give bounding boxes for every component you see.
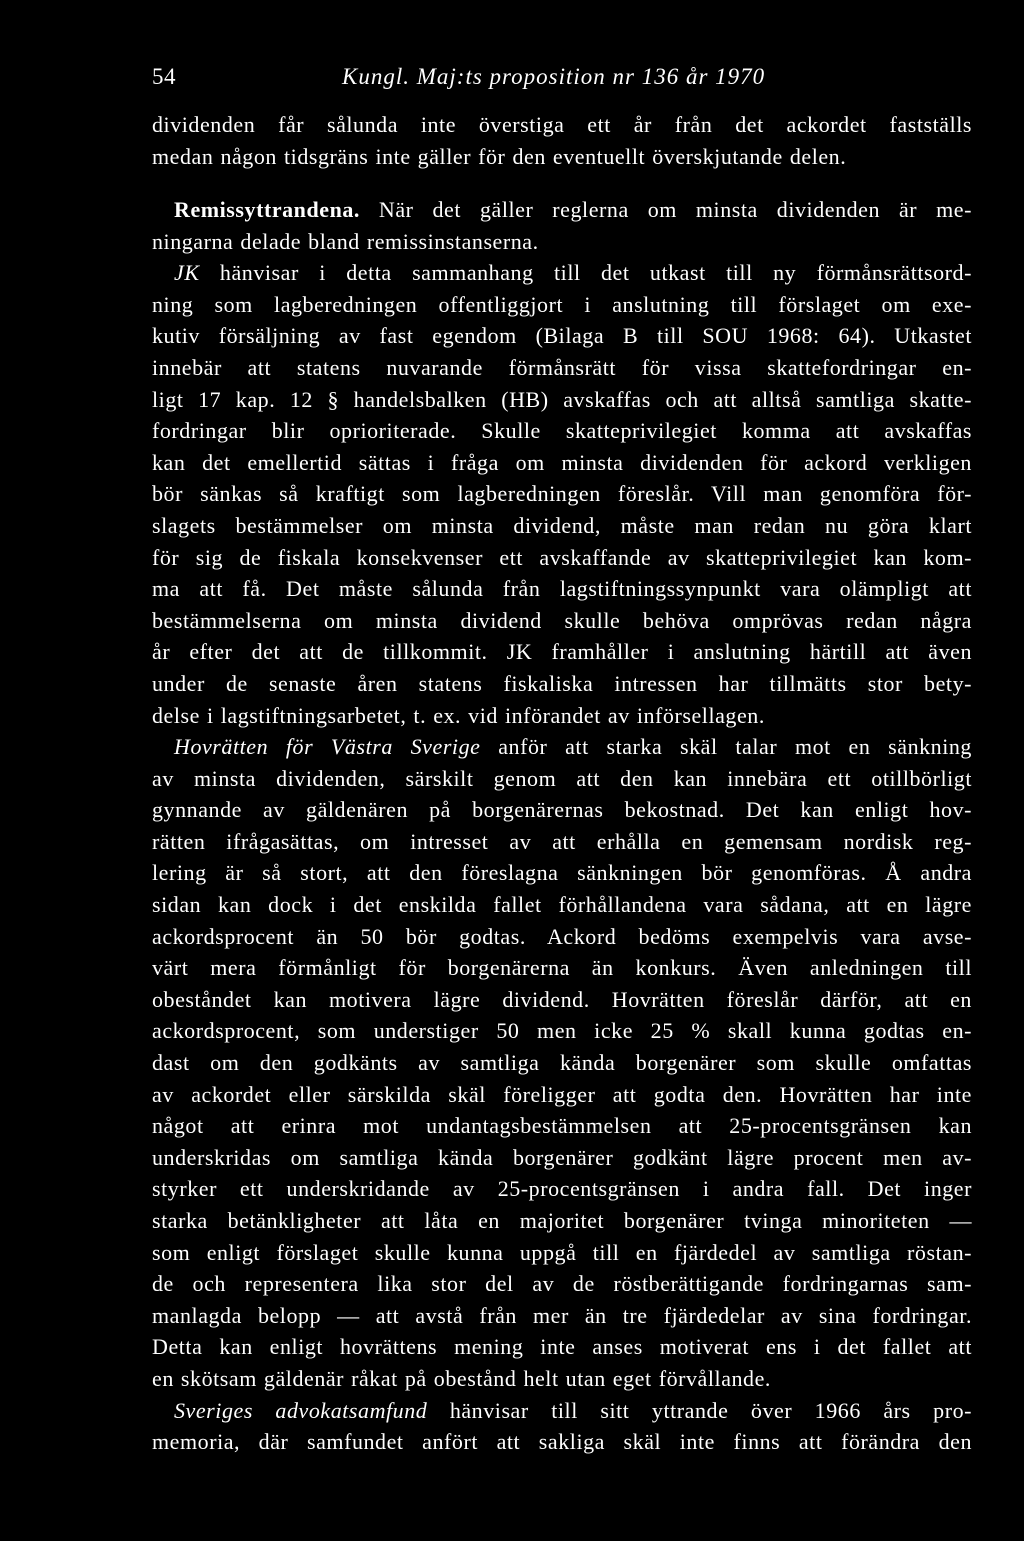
hovratten-first-line bbox=[152, 731, 972, 763]
text-line: av ackordet eller särskilda skäl föreligger att godta den. Hovrätten har inte bbox=[152, 1081, 972, 1107]
advokatsamfund-first-line bbox=[152, 1395, 972, 1427]
text-line: memoria, där samfundet anfört att sakliga skäl inte finns att förändra den bbox=[152, 1429, 972, 1455]
text-line: bestämmelserna om minsta dividend skulle behöva omprövas redan några bbox=[152, 607, 972, 633]
advokatsamfund-line-rest: hänvisar till sitt yttrande över 1966 års pro- bbox=[449, 1397, 972, 1423]
text-line: under de senaste åren statens fiskaliska intressen har tillmätts stor bety- bbox=[152, 670, 972, 696]
text-line: värt mera förmånligt för borgenärerna än konkurs. Även anledningen till bbox=[152, 955, 972, 981]
page-header bbox=[152, 60, 972, 94]
jk-first-line bbox=[152, 257, 972, 289]
text-line: dast om den godkänts av samtliga kända borgenärer som skulle omfattas bbox=[152, 1050, 972, 1076]
text-line: ligt 17 kap. 12 § handelsbalken (HB) avskaffas och att alltså samtliga skatte- bbox=[152, 386, 972, 412]
text-line: obeståndet kan motivera lägre dividend. Hovrätten föreslår därför, att en bbox=[152, 986, 972, 1012]
section-heading: Remissyttrandena. bbox=[174, 197, 360, 222]
text-line: ma att få. Det måste sålunda från lagstiftningssynpunkt vara olämpligt att bbox=[152, 576, 972, 602]
text-line: styrker ett underskridande av 25-procentsgränsen i andra fall. Det inger bbox=[152, 1176, 972, 1202]
text-line: Detta kan enligt hovrättens mening inte anses motiverat ens i det fallet att bbox=[152, 1334, 972, 1360]
text-line: av minsta dividenden, särskilt genom att den kan innebära ett otillbörligt bbox=[152, 765, 972, 791]
text-line: ackordsprocent än 50 bör godtas. Ackord bedöms exempelvis vara avse- bbox=[152, 923, 972, 949]
remissyttrandena-section bbox=[152, 194, 972, 1458]
text-line: bör sänkas så kraftigt som lagberedningen föreslår. Vill man genomföra för- bbox=[152, 481, 972, 507]
page-number: 54 bbox=[152, 64, 176, 89]
section-line-rest: När det gäller reglerna om minsta dividenden är me- bbox=[378, 197, 972, 222]
running-title: Kungl. Maj:ts proposition nr 136 år 1970 bbox=[342, 64, 766, 89]
text-line: en skötsam gäldenär råkat på obestånd helt utan eget förvållande. bbox=[152, 1365, 771, 1391]
jk-name: JK bbox=[174, 260, 200, 286]
text-line: ackordsprocent, som understiger 50 men icke 25 % skall kunna godtas en- bbox=[152, 1018, 972, 1044]
text-line: som enligt förslaget skulle kunna uppgå till en fjärdedel av samtliga röstan- bbox=[152, 1239, 972, 1265]
text-line: starka betänkligheter att låta en majoritet borgenärer tvinga minoriteten — bbox=[152, 1208, 972, 1233]
text-line: lering är så stort, att den föreslagna sänkningen bör genomföras. Å andra bbox=[152, 860, 972, 886]
hovratten-line-rest: anför att starka skäl talar mot en sänkning bbox=[498, 734, 972, 760]
text-line: år efter det att de tillkommit. JK framhåller i anslutning härtill att även bbox=[152, 639, 972, 665]
text-line: de och representera lika stor del av de röstberättigande fordringarnas sam- bbox=[152, 1271, 972, 1297]
text-line: underskridas om samtliga kända borgenärer godkänt lägre procent men av- bbox=[152, 1144, 972, 1170]
text-line: ning som lagberedningen offentliggjort i anslutning till förslaget om exe- bbox=[152, 291, 972, 317]
text-line: manlagda belopp — att avstå från mer än tre fjärdedelar av sina fordringar. bbox=[152, 1302, 972, 1328]
text-line: rätten ifrågasättas, om intresset av att erhålla en gemensam nordisk reg- bbox=[152, 828, 972, 854]
text-line: fordringar blir oprioriterade. Skulle skatteprivilegiet komma att avskaffas bbox=[152, 418, 972, 444]
text-line: gynnande av gäldenären på borgenärernas bekostnad. Det kan enligt hov- bbox=[152, 797, 972, 823]
text-line: innebär att statens nuvarande förmånsrätt för vissa skattefordringar en- bbox=[152, 354, 972, 380]
jk-line-rest: hänvisar i detta sammanhang till det utkast till ny förmånsrättsord- bbox=[219, 260, 972, 286]
text-line: ningarna delade bland remissinstanserna. bbox=[152, 228, 539, 254]
text-line: kan det emellertid sättas i fråga om minsta dividenden för ackord verkligen bbox=[152, 449, 972, 475]
advokatsamfund-name: Sveriges advokatsamfund bbox=[174, 1397, 428, 1423]
text-line: medan någon tidsgräns inte gäller för den eventuellt överskjutande delen. bbox=[152, 143, 847, 169]
text-line: delse i lagstiftningsarbetet, t. ex. vid införandet av införsellagen. bbox=[152, 702, 765, 728]
text-line: slagets bestämmelser om minsta dividend, måste man redan nu göra klart bbox=[152, 512, 972, 538]
text-line: för sig de fiskala konsekvenser ett avskaffande av skatteprivilegiet kan kom- bbox=[152, 544, 972, 570]
text-line: något att erinra mot undantagsbestämmelsen att 25-procentsgränsen kan bbox=[152, 1113, 972, 1139]
section-first-line bbox=[152, 194, 972, 226]
intro-paragraph bbox=[152, 109, 972, 172]
text-line: sidan kan dock i det enskilda fallet förhållandena vara sådana, att en lägre bbox=[152, 892, 972, 918]
text-line: kutiv försäljning av fast egendom (Bilaga B till SOU 1968: 64). Utkastet bbox=[152, 323, 972, 349]
text-line: dividenden får sålunda inte överstiga ett år från det ackordet fastställs bbox=[152, 112, 972, 137]
hovratten-name: Hovrätten för Västra Sverige bbox=[174, 734, 481, 760]
